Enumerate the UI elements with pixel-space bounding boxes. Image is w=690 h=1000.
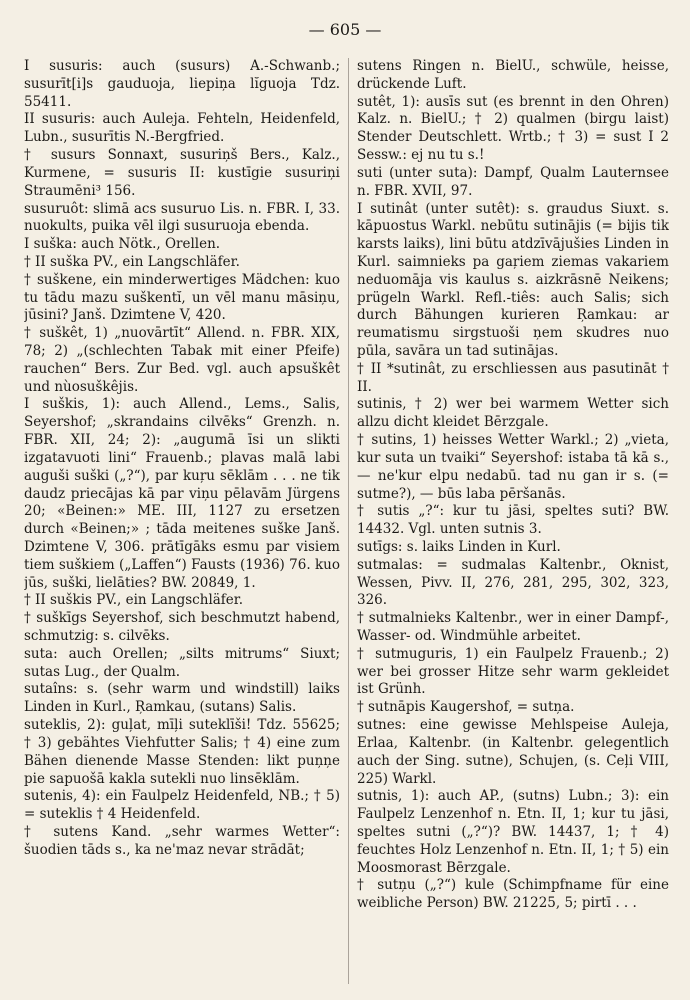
- entry-suskis-ii: † II suškis PV., ein Langschläfer.: [24, 592, 244, 609]
- entry-suskene: † suškene, ein minderwertiges Mädchen: kuo tu tādu mazu suškentĭ, un vēl manu māsiņu, jūsini? Janš. Dzimtene V, 420.: [24, 271, 340, 324]
- entry-suteklis: suteklis, 2): guļat, mīļi suteklīši! Tdz. 55625; † 3) gebähtes Viehfutter Salis; † 4) eine zum Bähen dienende Masse Stenden: likt puņņe pie sapuošā kakla sutekli nuo linsēklām.: [24, 717, 340, 787]
- entry-suska-ii: † II suška PV., ein Langschläfer.: [24, 253, 240, 270]
- right-column: [357, 58, 669, 988]
- entry-sutis: † sutis „?“: kur tu jāsi, speltes suti? BW. 14432. Vgl. unten sutnis 3.: [357, 503, 669, 538]
- entry-sutens-cont: sutens Ringen n. BielU., schwüle, heisse, drückende Luft.: [357, 58, 669, 92]
- entry-sutmalas: sutmalas: = sudmalas Kaltenbr., Oknist, Wessen, Pivv. II, 276, 281, 295, 302, 323, 326.: [357, 556, 669, 609]
- entry-sutinat-ii: † II *sutinât, zu erschliessen aus pasutināt † II.: [357, 360, 669, 395]
- entry-susuris-ii: II susuris: auch Auleja. Fehteln, Heidenfeld, Lubn., susurītis N.-Bergfried.: [24, 111, 340, 146]
- entry-sutet: sutêt, 1): ausīs sut (es brennt in den Ohren) Kalz. n. BielU.; † 2) qualmen (birgu laist) Stender Deutschlett. Wrtb.; † 3) = sust I 2 Sessw.: ej nu tu s.!: [357, 93, 669, 164]
- entry-susuruot: susuruôt: slimā acs susuruo Lis. n. FBR. I, 33. nuokults, puika vēl ilgi susuruoja ebenda.: [24, 200, 340, 235]
- entry-susurs: † susurs Sonnaxt, susuriņš Bers., Kalz., Kurmene, = susuris II: kustīgie susuriņi Straumēni³ 156.: [24, 147, 340, 199]
- page-number: — 605 —: [308, 20, 382, 39]
- entry-sutnapis: † sutnāpis Kaugershof, = sutņa.: [357, 699, 575, 716]
- entry-susuris-i: I susuris: auch (susurs) A.-Schwanb.; susurīt[i]s gauduoja, liepiņa lĭguoja Tdz. 55411.: [24, 58, 340, 110]
- entry-sutnis: sutnis, 1): auch AP., (sutns) Lubn.; 3): ein Faulpelz Lenzenhof n. Etn. II, 1; kur tu jāsi, speltes sutni („?“)? BW. 14437, 1; † 4) feuchtes Holz Lenzenhof n. Etn. II, 1; † 5) ein Moosmorast Bērzgale.: [357, 788, 669, 876]
- entry-sutmalnieks: † sutmalnieks Kaltenbr., wer in einer Dampf-, Wasser- od. Windmühle arbeitet.: [357, 610, 669, 644]
- entry-sutens: † sutens Kand. „sehr warmes Wetter“: šuodien tāds s., ka ne'maz nevar strādāt;: [24, 823, 340, 858]
- entry-suskis-i: I suškis, 1): auch Allend., Lems., Salis, Seyershof; „skrandains cilvēks“ Grenzh. n. FBR. XII, 24; 2): „augumā īsi un slikti izgatavuoti lini“ Frauenb.; plavas malā labi auguši suški („?“), par kuŗu sēklām . . . ne tik daudz priecājas kā par viņu pēlavām Jürgens 20; «Beinen:» ME. III, 1127 zu ersetzen durch «Beinen;» ; tāda meitenes suške Janš. Dzimtene V, 306. prātīgāks esmu par visiem tiem suškiem („Laffen“) Fausts (1936) 76. kuo jūs, suški, lielāties? BW. 20849, 1.: [24, 396, 340, 591]
- entry-sutnu: † sutņu („?“) kule (Schimpfname für eine weibliche Person) BW. 21225, 5; pirtī . . .: [357, 877, 669, 912]
- entry-suska-i: I suška: auch Nötk., Orellen.: [24, 236, 221, 253]
- entry-suti: suti (unter suta): Dampf, Qualm Lauternsee n. FBR. XVII, 97.: [357, 164, 669, 199]
- entry-sutinis: sutinis, † 2) wer bei warmem Wetter sich allzu dicht kleidet Bērzgale.: [357, 396, 669, 431]
- entry-sutnes: sutnes: eine gewisse Mehlspeise Auleja, Erlaa, Kaltenbr. (in Kaltenbr. gelegentlich auch der Sing. sutne), Schujen, (s. Ceļi VIII, 225) Warkl.: [357, 717, 669, 787]
- entry-sutenis: sutenis, 4): ein Faulpelz Heidenfeld, NB.; † 5) = suteklis † 4 Heidenfeld.: [24, 788, 340, 823]
- column-divider: [348, 58, 349, 984]
- entry-sutigs: sutīgs: s. laiks Linden in Kurl.: [357, 538, 561, 555]
- entry-sutmuguris: † sutmuguris, 1) ein Faulpelz Frauenb.; 2) wer bei grosser Hitze sehr warm gekleidet ist Grünh.: [357, 645, 669, 698]
- entry-suta: suta: auch Orellen; „silts mitrums“ Siuxt; sutas Lug., der Qualm.: [24, 645, 340, 680]
- left-column: [24, 58, 340, 988]
- entry-sutins: † sutins, 1) heisses Wetter Warkl.; 2) „vieta, kur suta un tvaiki“ Seyershof: istaba tā kā s., — ne'kur elpu nedabū. tad nu gan ir s. (= sutme?), — būs laba pēršanās.: [357, 432, 669, 502]
- entry-sutinat-i: I sutinât (unter sutêt): s. graudus Siuxt. s. kāpuostus Warkl. nebūtu sutinājis (= bijis tik karsts laiks), lini būtu atdzīvājušies Linden in Kurl. saimnieks pa gaŗiem ziemas vakariem neduomāja vis kaulus s. aizkrāsnē Neikens; prügeln Warkl. Refl.-tiês: auch Salis; sich durch Bähungen kurieren Ŗamkau: ar reumatismu sirgstuoši ņem skudres nuo pūla, savāra un tad sutinājas.: [357, 200, 669, 359]
- entry-suskigs: † suškīgs Seyershof, sich beschmutzt habend, schmutzig: s. cilvēks.: [24, 610, 340, 644]
- entry-susket: † suškêt, 1) „nuovārtīt“ Allend. n. FBR. XIX, 78; 2) „(schlechten Tabak mit einer Pfeife) rauchen“ Bers. Zur Bed. vgl. auch apsuškêt und nùosuškêjis.: [24, 325, 340, 395]
- entry-sutains: sutaîns: s. (sehr warm und windstill) laiks Linden in Kurl., Ŗamkau, (sutans) Salis.: [24, 681, 340, 716]
